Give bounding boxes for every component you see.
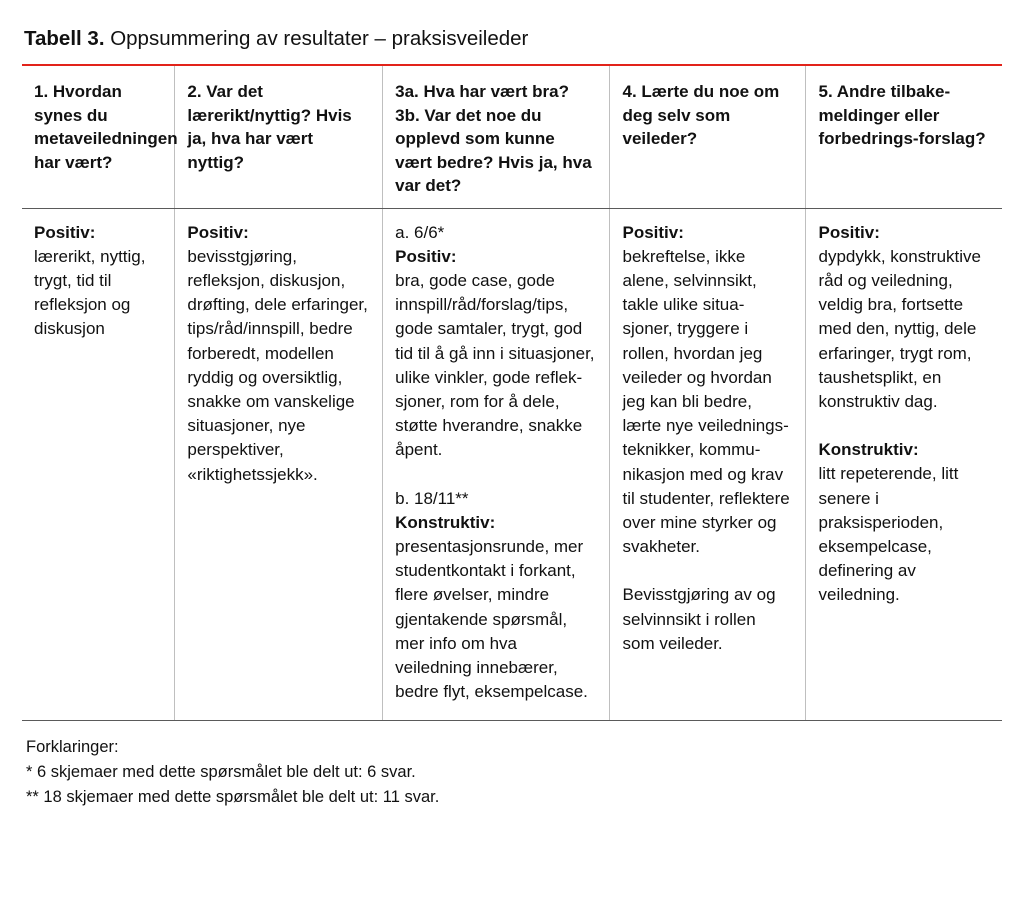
cell-lead-label: Konstruktiv:: [818, 440, 919, 460]
cell-paragraph-spacer: [395, 463, 595, 487]
cell-block: [187, 221, 368, 487]
table-row: [22, 208, 1002, 721]
table-cell-1: [22, 208, 175, 721]
column-header-3: 3a. Hva har vært bra? 3b. Var det noe du opplevd som kunne vært bedre? Hvis ja, hva var det?: [383, 66, 610, 208]
cell-body-text: bra, gode case, gode innspill/råd/forslag/tips, gode samtaler, trygt, god tid til å gå inn i situasjoner, ulike vinkler, gode reflek-sjoner, rom for å dele, støtte hverandre, snakke åpent.: [395, 270, 595, 460]
cell-body-text: bekreftelse, ikke alene, selvinnsikt, takle ulike situa-sjoner, tryggere i rollen, hvordan jeg veileder og hvordan jeg kan bli bedre, lærte nye veilednings-teknikker, kommu-nikasjon med og krav til studenter, reflektere over mine styrker og svakheter.: [622, 246, 790, 557]
caption-label: Tabell 3.: [24, 27, 105, 50]
table-cell-5: [806, 208, 1002, 721]
cell-block: [622, 583, 791, 656]
notes-line-1: * 6 skjemaer med dette spørsmålet ble delt ut: 6 svar.: [26, 763, 416, 782]
table-cell-3: [383, 208, 610, 721]
notes-title: Forklaringer:: [26, 738, 119, 757]
cell-block: [395, 487, 595, 705]
cell-body-text: litt repeterende, litt senere i praksisperioden, eksempelcase, definering av veiledning.: [818, 464, 959, 605]
column-header-4: 4. Lærte du noe om deg selv som veileder?: [610, 66, 806, 208]
column-header-5: 5. Andre tilbake-meldinger eller forbedrings-forslag?: [806, 66, 1002, 208]
cell-body-text: lærerikt, nyttig, trygt, tid til refleksjon og diskusjon: [34, 246, 146, 339]
cell-lead-label: Positiv:: [622, 222, 684, 242]
cell-body-text: dypdykk, konstruktive råd og veiledning, veldig bra, fortsette med den, nyttig, dele erfaringer, trygt rom, taushetsplikt, en konstruktiv dag.: [818, 246, 981, 411]
column-header-2: 2. Var det lærerikt/nyttig? Hvis ja, hva har vært nyttig?: [175, 66, 383, 208]
caption-text: Oppsummering av resultater – praksisveileder: [104, 27, 529, 50]
cell-block: [34, 221, 160, 342]
notes-line-2: ** 18 skjemaer med dette spørsmålet ble delt ut: 11 svar.: [26, 788, 440, 807]
cell-count-label: a. 6/6*: [395, 222, 445, 242]
table-cell-2: [175, 208, 383, 721]
cell-block: [395, 221, 595, 463]
table-header-row: [22, 66, 1002, 208]
cell-lead-label: Positiv:: [187, 222, 249, 242]
cell-lead-label: Konstruktiv:: [395, 512, 496, 532]
cell-paragraph-spacer: [818, 414, 988, 438]
results-table: [22, 66, 1002, 721]
cell-paragraph-spacer: [622, 559, 791, 583]
cell-count-label: b. 18/11**: [395, 488, 469, 508]
table-caption: [22, 20, 1002, 64]
cell-block: [622, 221, 791, 560]
cell-lead-label: Positiv:: [34, 222, 96, 242]
cell-block: [818, 221, 988, 415]
cell-body-text: presentasjonsrunde, mer studentkontakt i forkant, flere øvelser, mindre gjentakende spørsmål, mer info om hva veiledning innebærer, bedre flyt, eksempelcase.: [395, 536, 588, 702]
column-header-1: 1. Hvordan synes du metaveiledningen har vært?: [22, 66, 175, 208]
cell-lead-label: Positiv:: [395, 246, 457, 266]
table-notes: [22, 721, 1002, 810]
cell-block: [818, 438, 988, 607]
cell-lead-label: Positiv:: [818, 222, 880, 242]
cell-body-text: bevisstgjøring, refleksjon, diskusjon, drøfting, dele erfaringer, tips/råd/innspill, bedre forberedt, modellen ryddig og oversiktlig, snakke om vanskelige situasjoner, nye perspektiver, «riktighetssjekk».: [187, 246, 368, 484]
table-cell-4: [610, 208, 806, 721]
cell-body-text: Bevisstgjøring av og selvinnsikt i rollen som veileder.: [622, 585, 776, 653]
